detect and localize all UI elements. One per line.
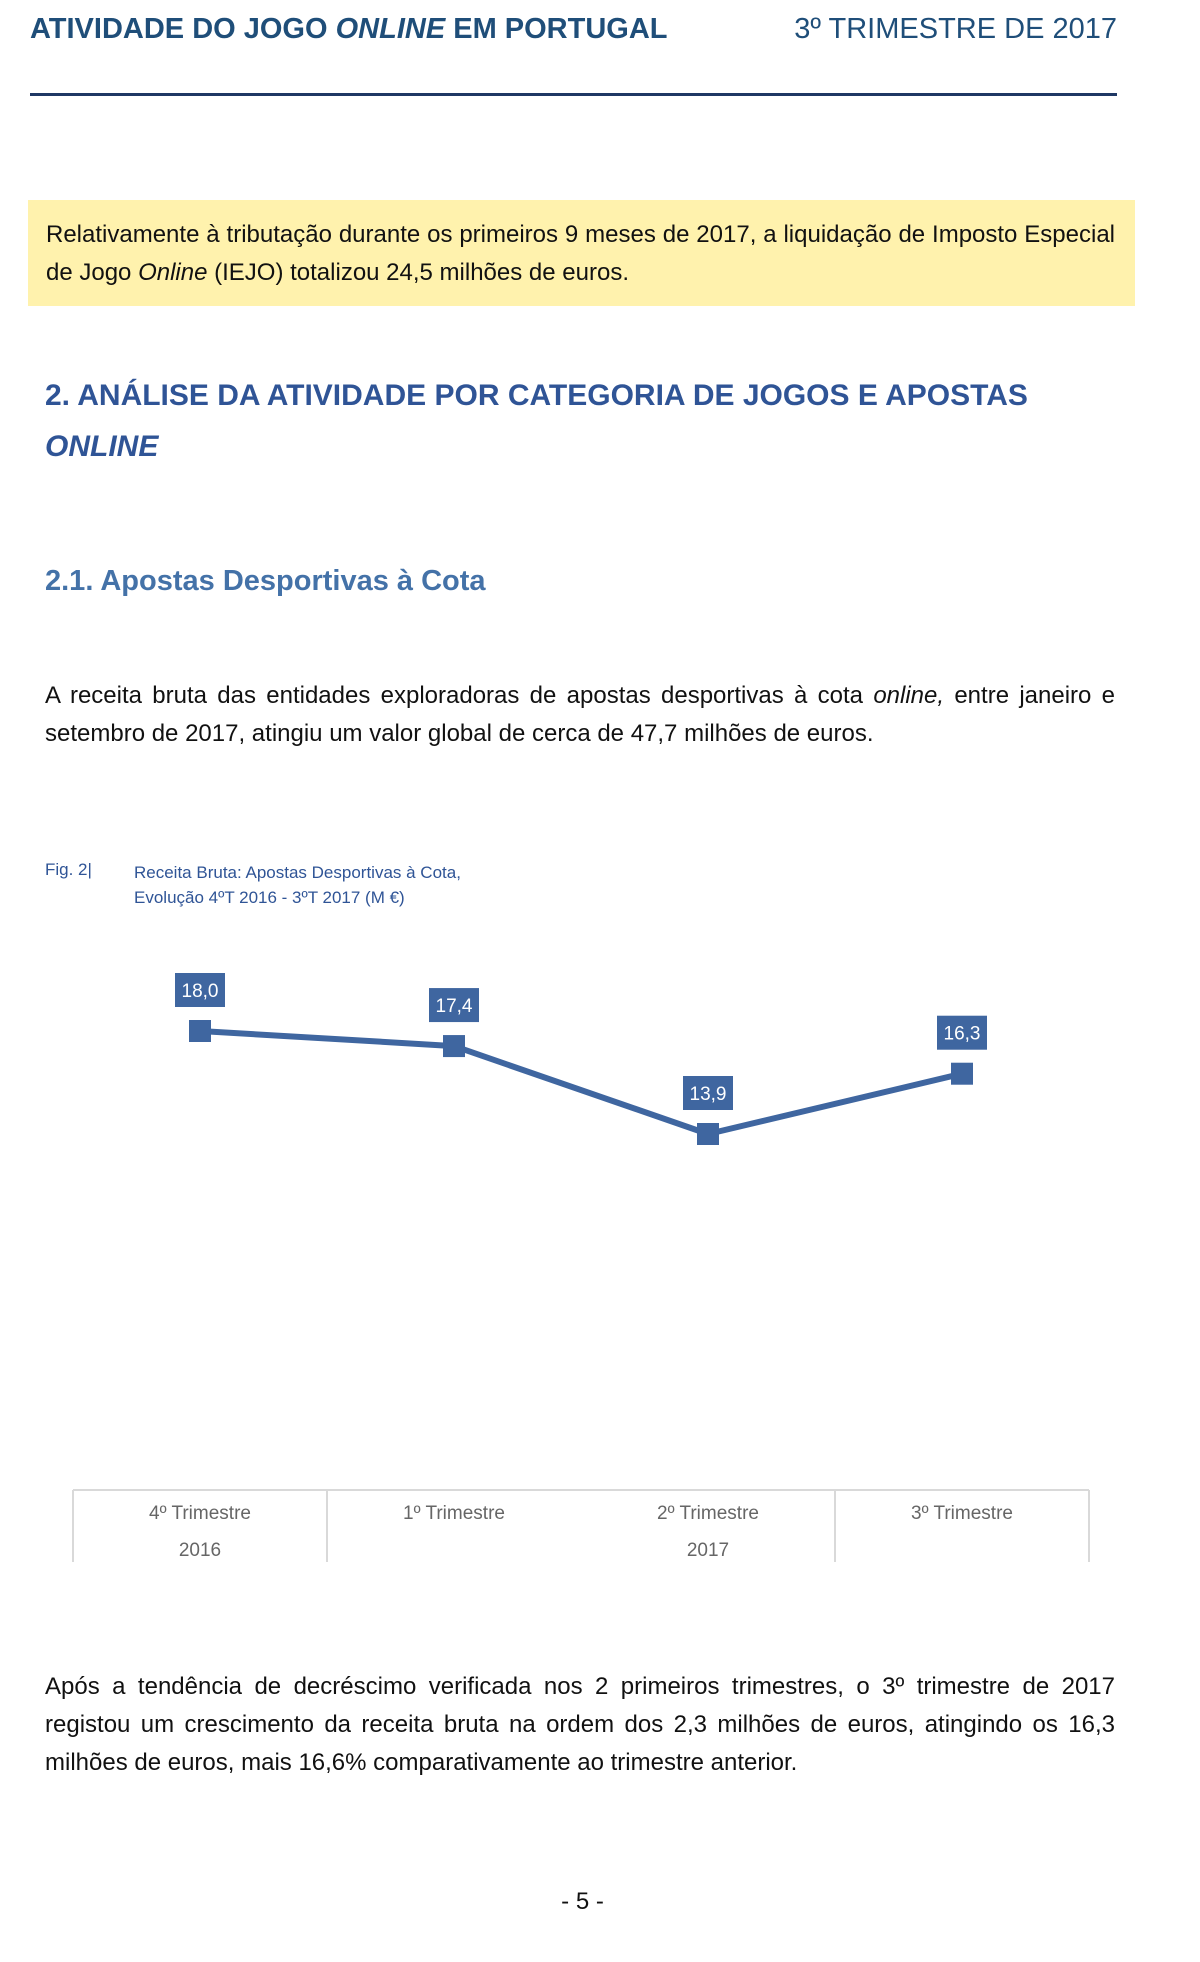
revenue-line-chart xyxy=(0,960,1200,1580)
highlight-text-part1: Relativamente à tributação durante os primeiros 9 meses de 2017, a liquidação de Imposto Especial de Jogo xyxy=(46,221,1115,286)
x-tick-label: 2º Trimestre xyxy=(657,1503,759,1524)
paragraph1-part1: A receita bruta das entidades exploradoras de apostas desportivas à cota xyxy=(45,682,874,709)
header-title-italic: ONLINE xyxy=(335,13,446,45)
header-divider xyxy=(30,93,1117,96)
data-label: 13,9 xyxy=(689,1084,727,1105)
paragraph-revenue-summary xyxy=(45,677,1115,753)
highlight-text-italic: Online xyxy=(138,259,208,286)
figure-title xyxy=(134,860,461,910)
header-period: 3º TRIMESTRE DE 2017 xyxy=(794,13,1117,45)
data-label: 18,0 xyxy=(181,981,219,1002)
x-tick-label: 4º Trimestre xyxy=(149,1503,251,1524)
paragraph1-italic: online, xyxy=(873,682,945,709)
section-heading xyxy=(45,370,1105,472)
data-point-marker xyxy=(951,1063,973,1085)
header-title-part2: EM PORTUGAL xyxy=(445,13,668,45)
figure-label: Fig. 2| xyxy=(45,860,92,879)
data-label: 16,3 xyxy=(943,1023,981,1045)
highlight-box xyxy=(28,200,1135,306)
page-number: - 5 - xyxy=(561,1888,604,1915)
data-point-marker xyxy=(189,1020,211,1042)
x-year-label: 2016 xyxy=(178,1540,222,1561)
subsection-heading: 2.1. Apostas Desportivas à Cota xyxy=(45,565,486,597)
data-point-marker xyxy=(443,1035,465,1057)
paragraph1-part2: entre janeiro e setembro de 2017, atingiu um valor global de cerca de 47,7 milhões de euros. xyxy=(45,682,1116,747)
x-tick-label: 1º Trimestre xyxy=(403,1503,505,1524)
section-heading-part1: 2. ANÁLISE DA ATIVIDADE POR CATEGORIA DE JOGOS E APOSTAS xyxy=(45,379,1028,412)
x-year-label: 2017 xyxy=(686,1540,730,1561)
figure-title-line2: Evolução 4ºT 2016 - 3ºT 2017 (M €) xyxy=(134,888,405,907)
series-line xyxy=(200,1031,962,1134)
paragraph-trend-analysis: Após a tendência de decréscimo verificada nos 2 primeiros trimestres, o 3º trimestre de 2017 registou um crescimento da receita bruta na ordem dos 2,3 milhões de euros, atingindo os 16,3 milhões de euros, mais 16,6% comparativamente ao trimestre anterior. xyxy=(45,1673,1115,1776)
header-title xyxy=(30,13,668,46)
data-point-marker xyxy=(697,1123,719,1145)
section-heading-italic: ONLINE xyxy=(45,430,159,463)
header-title-part1: ATIVIDADE DO JOGO xyxy=(30,13,336,45)
figure-title-line1: Receita Bruta: Apostas Desportivas à Cota, xyxy=(134,863,461,882)
data-label: 17,4 xyxy=(435,996,473,1018)
highlight-text-part2: (IEJO) totalizou 24,5 milhões de euros. xyxy=(207,259,629,286)
x-tick-label: 3º Trimestre xyxy=(911,1503,1013,1524)
